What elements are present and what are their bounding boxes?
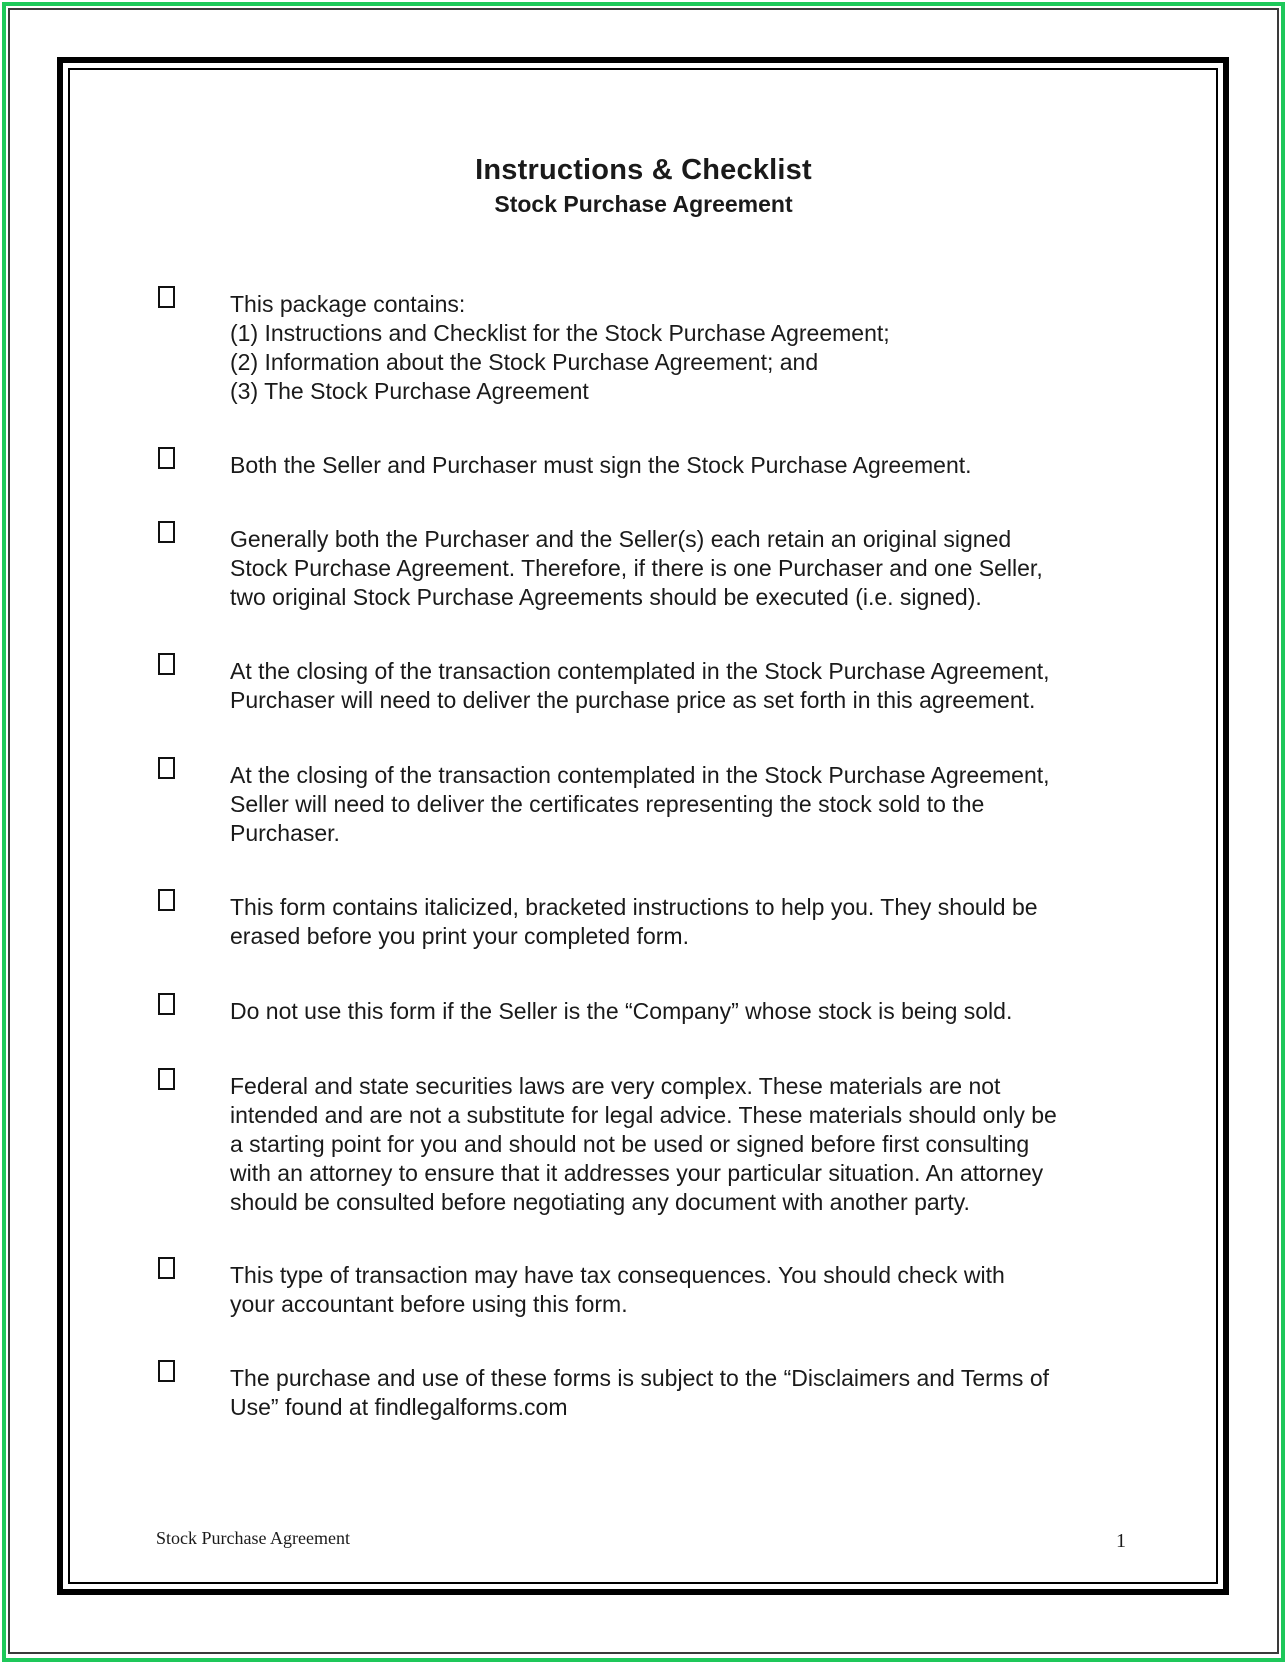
checklist-item-text: Do not use this form if the Seller is the “Company” whose stock is being sold. [230,998,1013,1024]
checkbox[interactable] [158,993,175,1015]
checkbox[interactable] [158,521,175,543]
checklist-item-text: This package contains: (1) Instructions and Checklist for the Stock Purchase Agreement; (2) Information about the Stock Purchase Agreement; and (3) The Stock Purchase Agreement [230,291,890,404]
checklist-item-text: This type of transaction may have tax consequences. You should check with your accountant before using this form. [230,1262,1005,1317]
checkbox[interactable] [158,447,175,469]
checklist-item-text: This form contains italicized, bracketed instructions to help you. They should be erased before you print your completed form. [230,894,1038,949]
checklist-item-text: Federal and state securities laws are very complex. These materials are not intended and are not a substitute for legal advice. These materials should only be a starting point for you and should not be used or signed before first consulting with an attorney to ensure that it addresses your particular situation. An attorney should be consulted before negotiating any document with another party. [230,1073,1057,1215]
checklist-item-text: At the closing of the transaction contemplated in the Stock Purchase Agreement, Seller will need to deliver the certificates representing the stock sold to the Purchaser. [230,762,1050,846]
document-title: Instructions & Checklist [475,154,812,186]
checklist-item-text: At the closing of the transaction contemplated in the Stock Purchase Agreement, Purchaser will need to deliver the purchase price as set forth in this agreement. [230,658,1050,713]
checklist-item-text: Generally both the Purchaser and the Seller(s) each retain an original signed Stock Purchase Agreement. Therefore, if there is one Purchaser and one Seller, two original Stock Purchase Agreements should be executed (i.e. signed). [230,526,1043,610]
checkbox[interactable] [158,889,175,911]
checkbox[interactable] [158,653,175,675]
checkbox[interactable] [158,1360,175,1382]
footer-document-name: Stock Purchase Agreement [156,1528,350,1548]
checklist-item-text: Both the Seller and Purchaser must sign the Stock Purchase Agreement. [230,452,972,478]
checkbox[interactable] [158,286,175,308]
checkbox[interactable] [158,1068,175,1090]
footer-page-number: 1 [1116,1530,1126,1552]
checklist-item-text: The purchase and use of these forms is subject to the “Disclaimers and Terms of Use” found at findlegalforms.com [230,1365,1050,1420]
document-subtitle: Stock Purchase Agreement [494,191,793,217]
checkbox[interactable] [158,757,175,779]
checkbox[interactable] [158,1257,175,1279]
